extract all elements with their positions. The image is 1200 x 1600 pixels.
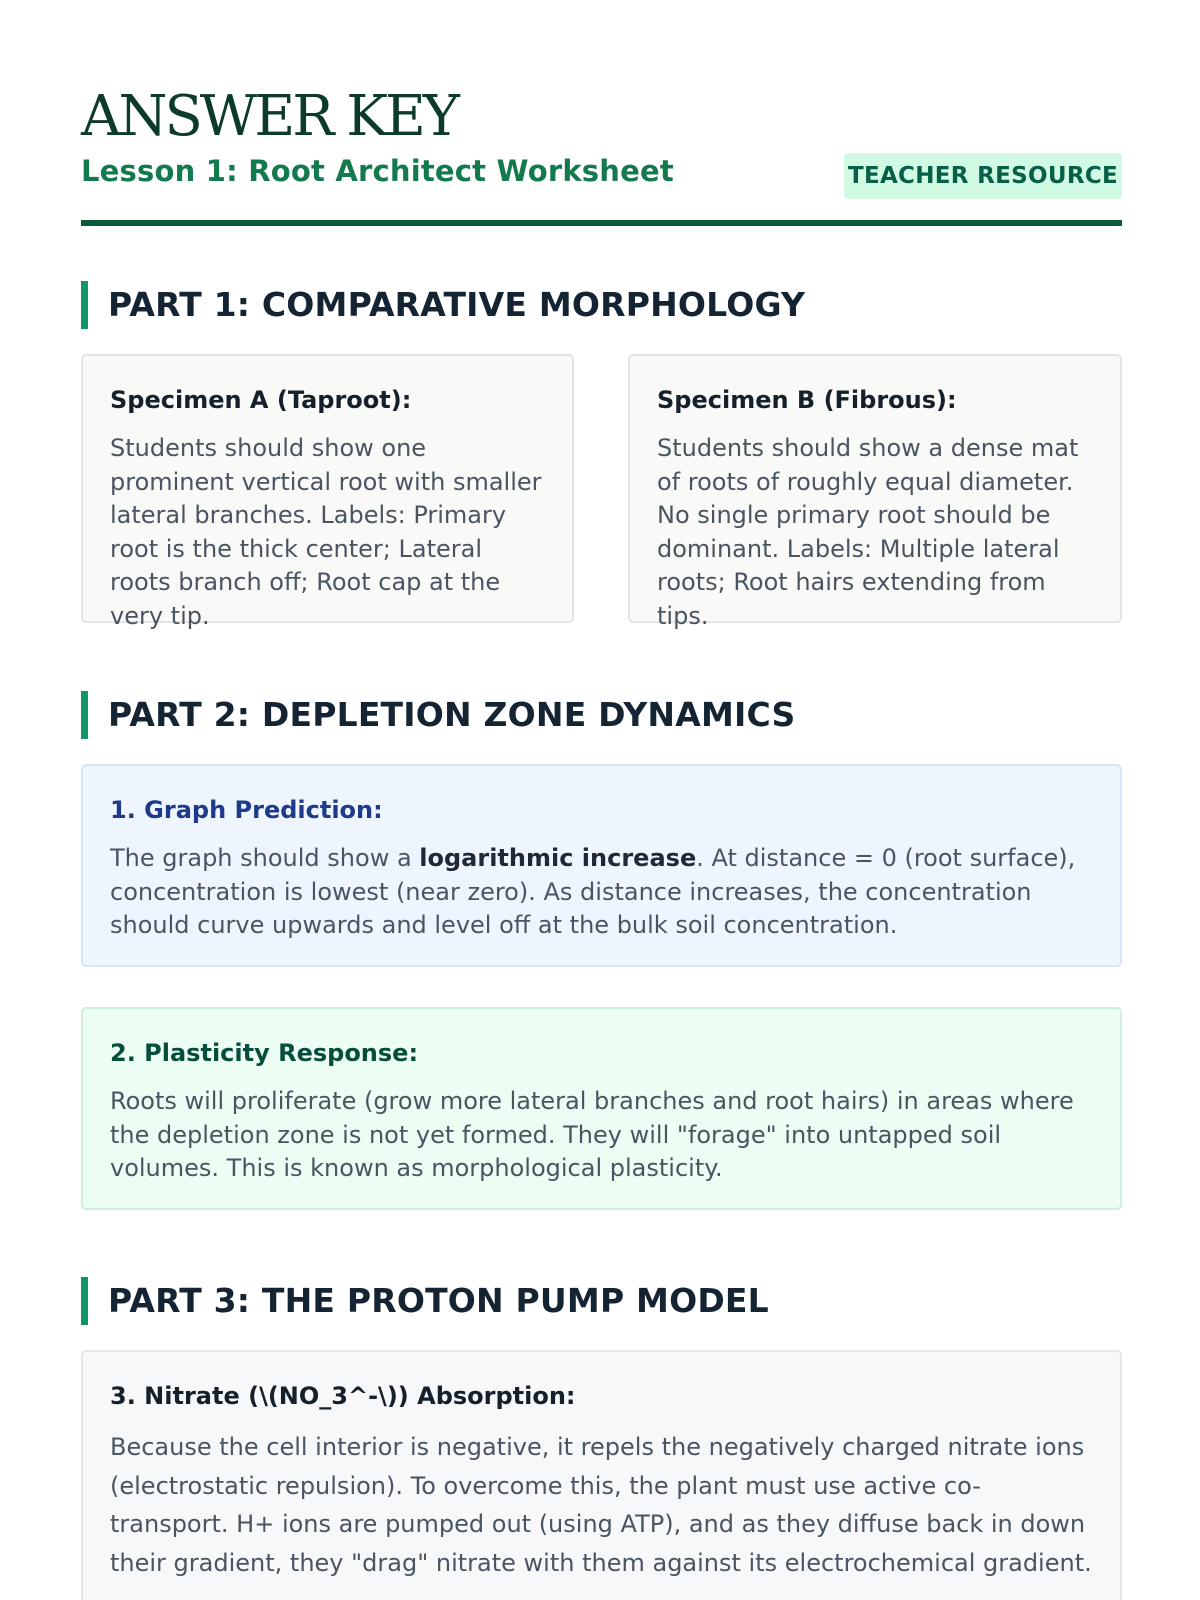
specimen-a-title: Specimen A (Taproot): <box>110 386 412 414</box>
plasticity-response-title: 2. Plasticity Response: <box>110 1039 419 1067</box>
part3-heading: PART 3: THE PROTON PUMP MODEL <box>81 1277 769 1325</box>
plasticity-response-text: Roots will proliferate (grow more lateral branches and root hairs) in areas where the depletion zone is not yet formed. They will "forage" into untapped soil volumes. This is known as morphological plasticity. <box>110 1087 1074 1182</box>
part2-heading: PART 2: DEPLETION ZONE DYNAMICS <box>81 691 796 739</box>
page-title: ANSWER KEY <box>81 84 457 149</box>
nitrate-absorption-title: 3. Nitrate (\(NO_3^-\)) Absorption: <box>110 1382 576 1410</box>
graph-prediction-text <box>110 842 1093 943</box>
nitrate-absorption-card <box>81 1350 1122 1600</box>
teacher-resource-badge: TEACHER RESOURCE <box>844 153 1122 199</box>
part1-heading: PART 1: COMPARATIVE MORPHOLOGY <box>81 281 805 329</box>
specimen-b-text: Students should show a dense mat of roots of roughly equal diameter. No single primary root should be dominant. Labels: Multiple lateral roots; Root hairs extending from tips. <box>657 434 1079 630</box>
header-divider <box>81 220 1122 226</box>
graph-prediction-title: 1. Graph Prediction: <box>110 796 383 824</box>
nitrate-absorption-text: Because the cell interior is negative, it repels the negatively charged nitrate ions (electrostatic repulsion). To overcome this, the plant must use active co-transport. H+ ions are pumped out (using ATP), and as they diffuse back in down their gradient, they "drag" nitrate with them against its electrochemical gradient. <box>110 1433 1092 1577</box>
graph-prediction-text-end: . At distance = 0 (root surface), concentration is lowest (near zero). As distance increases, the concentration should curve upwards and level off at the bulk soil concentration. <box>110 844 1076 939</box>
graph-prediction-text-start: The graph should show a <box>110 844 420 872</box>
specimen-a-card <box>81 354 574 630</box>
specimen-a-text: Students should show one prominent vertical root with smaller lateral branches. Labels: Primary root is the thick center; Lateral roots branch off; Root cap at the very tip. <box>110 434 542 630</box>
plasticity-response-card <box>81 1007 1122 1210</box>
specimen-b-card <box>628 354 1122 630</box>
graph-prediction-card <box>81 764 1122 967</box>
page-subtitle: Lesson 1: Root Architect Worksheet <box>81 154 674 188</box>
specimen-b-title: Specimen B (Fibrous): <box>657 386 957 414</box>
graph-prediction-emphasis: logarithmic increase <box>419 844 697 872</box>
